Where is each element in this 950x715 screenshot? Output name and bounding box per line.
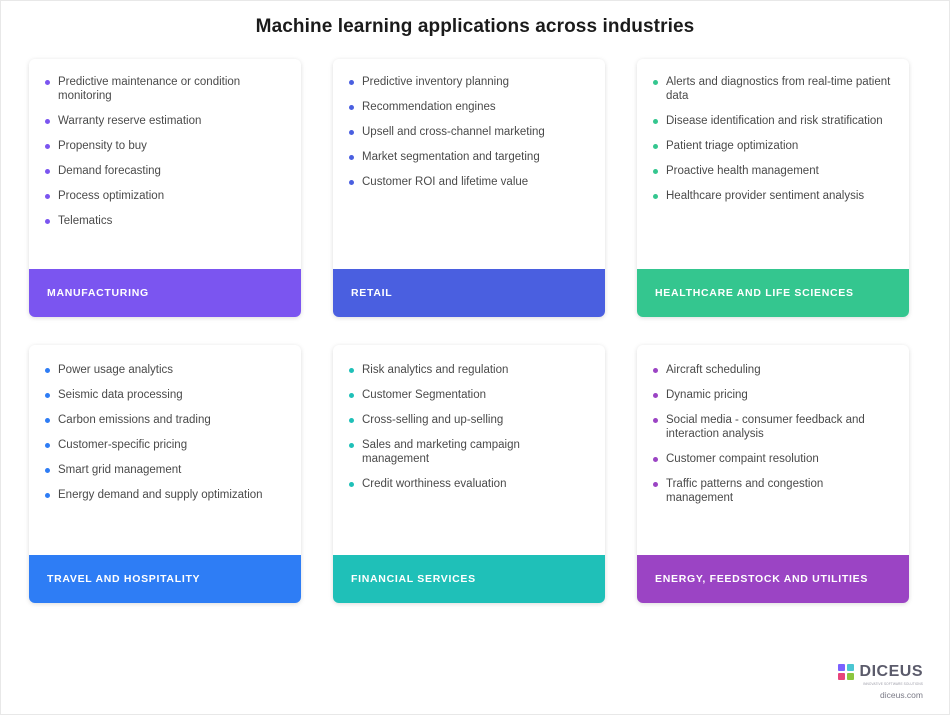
- list-item: Warranty reserve estimation: [45, 114, 285, 128]
- bullet-icon: [45, 80, 50, 85]
- logo-row: [838, 663, 923, 681]
- logo-tagline: INNOVATIVE SOFTWARE SOLUTIONS: [863, 682, 923, 686]
- list-item: Proactive health management: [653, 164, 893, 178]
- list-item: Customer compaint resolution: [653, 452, 893, 466]
- page-title: Machine learning applications across industries: [255, 16, 695, 37]
- list-item: Risk analytics and regulation: [349, 363, 589, 377]
- bullet-icon: [45, 393, 50, 398]
- bullet-icon: [653, 169, 658, 174]
- list-item: Power usage analytics: [45, 363, 285, 377]
- bullet-icon: [349, 180, 354, 185]
- bullet-icon: [45, 144, 50, 149]
- list-item: Predictive inventory planning: [349, 75, 589, 89]
- bullet-icon: [349, 80, 354, 85]
- bullet-icon: [653, 144, 658, 149]
- bullet-icon: [349, 105, 354, 110]
- card-label: HEALTHCARE AND LIFE SCIENCES: [637, 269, 909, 317]
- card-label: FINANCIAL SERVICES: [333, 555, 605, 603]
- list-item: Disease identification and risk stratification: [653, 114, 893, 128]
- industry-card: [29, 59, 301, 317]
- bullet-icon: [349, 155, 354, 160]
- logo-url[interactable]: diceus.com: [880, 690, 923, 700]
- card-label: RETAIL: [333, 269, 605, 317]
- bullet-icon: [653, 393, 658, 398]
- card-label: ENERGY, FEEDSTOCK AND UTILITIES: [637, 555, 909, 603]
- diceus-logo-icon: [838, 664, 855, 681]
- list-item: Propensity to buy: [45, 139, 285, 153]
- bullet-icon: [653, 457, 658, 462]
- bullet-icon: [349, 443, 354, 448]
- card-item-list: [29, 59, 301, 269]
- list-item: Patient triage optimization: [653, 139, 893, 153]
- list-item: Cross-selling and up-selling: [349, 413, 589, 427]
- list-item: Recommendation engines: [349, 100, 589, 114]
- list-item: Alerts and diagnostics from real-time patient data: [653, 75, 893, 103]
- industry-card: [333, 59, 605, 317]
- list-item: Sales and marketing campaign management: [349, 438, 589, 466]
- list-item: Market segmentation and targeting: [349, 150, 589, 164]
- bullet-icon: [349, 418, 354, 423]
- industry-card: [637, 59, 909, 317]
- card-label: MANUFACTURING: [29, 269, 301, 317]
- industry-card: [29, 345, 301, 603]
- list-item: Upsell and cross-channel marketing: [349, 125, 589, 139]
- list-item: Process optimization: [45, 189, 285, 203]
- bullet-icon: [349, 393, 354, 398]
- card-item-list: [333, 59, 605, 269]
- list-item: Customer-specific pricing: [45, 438, 285, 452]
- industry-card: [637, 345, 909, 603]
- list-item: Traffic patterns and congestion management: [653, 477, 893, 505]
- bullet-icon: [653, 418, 658, 423]
- bullet-icon: [45, 368, 50, 373]
- list-item: Customer ROI and lifetime value: [349, 175, 589, 189]
- list-item: Social media - consumer feedback and interaction analysis: [653, 413, 893, 441]
- bullet-icon: [653, 80, 658, 85]
- bullet-icon: [45, 169, 50, 174]
- list-item: Seismic data processing: [45, 388, 285, 402]
- industry-card: [333, 345, 605, 603]
- list-item: Smart grid management: [45, 463, 285, 477]
- bullet-icon: [653, 368, 658, 373]
- bullet-icon: [45, 443, 50, 448]
- bullet-icon: [45, 194, 50, 199]
- list-item: Healthcare provider sentiment analysis: [653, 189, 893, 203]
- bullet-icon: [349, 130, 354, 135]
- list-item: Customer Segmentation: [349, 388, 589, 402]
- card-item-list: [637, 59, 909, 269]
- list-item: Carbon emissions and trading: [45, 413, 285, 427]
- list-item: Demand forecasting: [45, 164, 285, 178]
- list-item: Energy demand and supply optimization: [45, 488, 285, 502]
- bullet-icon: [653, 194, 658, 199]
- bullet-icon: [45, 468, 50, 473]
- card-grid: [29, 59, 919, 603]
- card-item-list: [637, 345, 909, 555]
- bullet-icon: [45, 418, 50, 423]
- logo-name: DICEUS: [859, 663, 923, 680]
- bullet-icon: [45, 493, 50, 498]
- bullet-icon: [653, 119, 658, 124]
- bullet-icon: [45, 119, 50, 124]
- bullet-icon: [45, 219, 50, 224]
- brand-logo: [838, 663, 923, 700]
- bullet-icon: [653, 482, 658, 487]
- list-item: Credit worthiness evaluation: [349, 477, 589, 491]
- bullet-icon: [349, 368, 354, 373]
- list-item: Aircraft scheduling: [653, 363, 893, 377]
- list-item: Telematics: [45, 214, 285, 228]
- list-item: Predictive maintenance or condition monitoring: [45, 75, 285, 103]
- card-label: TRAVEL AND HOSPITALITY: [29, 555, 301, 603]
- list-item: Dynamic pricing: [653, 388, 893, 402]
- card-item-list: [333, 345, 605, 555]
- card-item-list: [29, 345, 301, 555]
- bullet-icon: [349, 482, 354, 487]
